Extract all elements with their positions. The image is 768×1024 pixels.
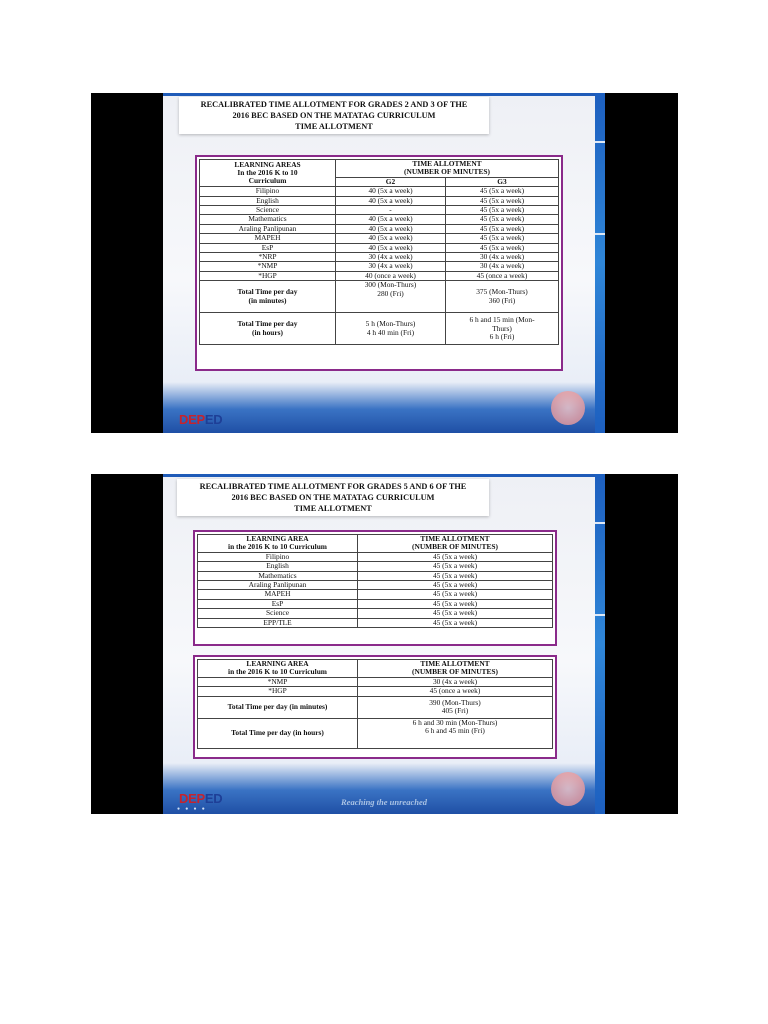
core-subjects-table-frame	[193, 530, 557, 646]
slide-grades-2-3	[91, 93, 678, 433]
slide-side-bar	[595, 474, 605, 814]
total-minutes-row: Total Time per day (in minutes) 300 (Mon-Thurs) 280 (Fri) 375 (Mon-Thurs) 360 (Fri)	[200, 281, 559, 313]
time-allotment-table	[199, 159, 559, 345]
table-row: *NMP 30 (4x a week) 30 (4x a week)	[200, 262, 559, 271]
title-line: TIME ALLOTMENT	[294, 504, 372, 513]
title-line: 2016 BEC BASED ON THE MATATAG CURRICULUM	[231, 493, 435, 502]
slide-title	[177, 479, 489, 516]
table-row: English 40 (5x a week) 45 (5x a week)	[200, 196, 559, 205]
title-line: 2016 BEC BASED ON THE MATATAG CURRICULUM	[232, 111, 436, 120]
other-programs-table-frame	[193, 655, 557, 759]
header-time-allotment: TIME ALLOTMENT (NUMBER OF MINUTES)	[358, 660, 553, 678]
title-line: RECALIBRATED TIME ALLOTMENT FOR GRADES 5 AND 6 OF THE	[199, 482, 467, 491]
table-row: Filipino 40 (5x a week) 45 (5x a week)	[200, 187, 559, 196]
total-hours-row: Total Time per day (in hours) 6 h and 30 min (Mon-Thurs) 6 h and 45 min (Fri)	[198, 718, 553, 748]
table-header-row	[200, 160, 559, 178]
table-row: EPP/TLE 45 (5x a week)	[198, 618, 553, 627]
table-row: *HGP 40 (once a week) 45 (once a week)	[200, 271, 559, 280]
total-minutes-row: Total Time per day (in minutes) 390 (Mon-Thurs) 405 (Fri)	[198, 696, 553, 718]
table-row: Science - 45 (5x a week)	[200, 206, 559, 215]
header-time-allotment: TIME ALLOTMENT (NUMBER OF MINUTES)	[336, 160, 559, 178]
core-subjects-table	[197, 534, 553, 628]
header-learning-area: LEARNING AREA in the 2016 K to 10 Curriculum	[198, 660, 358, 678]
header-learning-area: LEARNING AREA in the 2016 K to 10 Curriculum	[198, 535, 358, 553]
table-row: EsP 45 (5x a week)	[198, 599, 553, 608]
tagline: Reaching the unreached	[341, 797, 427, 807]
table-row: Araling Panlipunan 45 (5x a week)	[198, 581, 553, 590]
slide-top-line	[163, 474, 605, 477]
total-hours-row: Total Time per day (in hours) 5 h (Mon-Thurs) 4 h 40 min (Fri) 6 h and 15 min (Mon- Thurs) 6 h (Fri)	[200, 313, 559, 345]
other-programs-table	[197, 659, 553, 749]
slide-grades-5-6	[91, 474, 678, 814]
slide-title	[179, 97, 489, 134]
table-row: *NMP 30 (4x a week)	[198, 677, 553, 686]
deped-logo: DEPED	[179, 791, 223, 806]
table-header-row	[198, 660, 553, 678]
table-row: Mathematics 40 (5x a week) 45 (5x a week)	[200, 215, 559, 224]
table-row: Mathematics 45 (5x a week)	[198, 571, 553, 580]
time-allotment-table-frame	[195, 155, 563, 371]
seal-logo	[551, 391, 585, 425]
slide-body	[163, 93, 605, 433]
header-g3: G3	[446, 177, 559, 186]
slide-body	[163, 474, 605, 814]
slide-side-bar	[595, 93, 605, 433]
table-row: MAPEH 45 (5x a week)	[198, 590, 553, 599]
slide-top-line	[163, 93, 605, 96]
table-header-row	[198, 535, 553, 553]
table-row: Filipino 45 (5x a week)	[198, 552, 553, 561]
header-time-allotment: TIME ALLOTMENT (NUMBER OF MINUTES)	[358, 535, 553, 553]
header-learning-areas: LEARNING AREAS In the 2016 K to 10 Curriculum	[200, 160, 336, 187]
table-row: *HGP 45 (once a week)	[198, 687, 553, 696]
title-line: RECALIBRATED TIME ALLOTMENT FOR GRADES 2 AND 3 OF THE	[200, 100, 468, 109]
slide-controls-icon: ● ● ● ●	[177, 807, 207, 812]
table-row: MAPEH 40 (5x a week) 45 (5x a week)	[200, 234, 559, 243]
table-row: Science 45 (5x a week)	[198, 609, 553, 618]
table-row: EsP 40 (5x a week) 45 (5x a week)	[200, 243, 559, 252]
deped-logo: DEPED	[179, 412, 223, 427]
table-row: English 45 (5x a week)	[198, 562, 553, 571]
table-row: Araling Panlipunan 40 (5x a week) 45 (5x a week)	[200, 224, 559, 233]
title-line: TIME ALLOTMENT	[295, 122, 373, 131]
header-g2: G2	[336, 177, 446, 186]
table-row: *NRP 30 (4x a week) 30 (4x a week)	[200, 253, 559, 262]
